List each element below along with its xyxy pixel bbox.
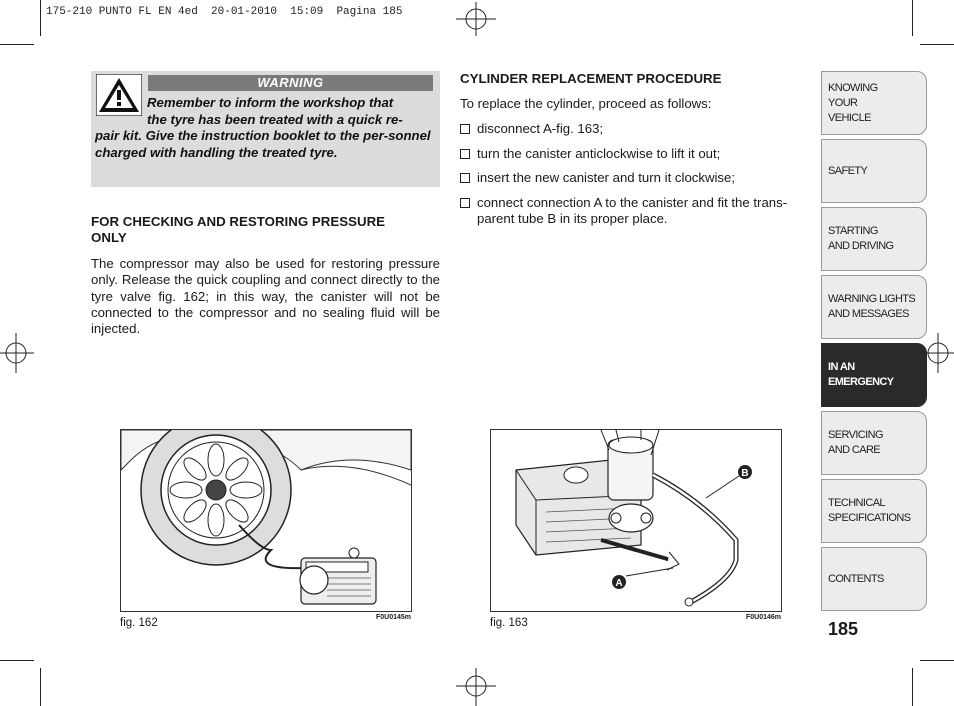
registration-mark-icon: [456, 2, 496, 36]
crop-mark: [40, 668, 41, 706]
tab-in-an-emergency[interactable]: IN AN EMERGENCY: [821, 343, 927, 407]
crop-mark: [0, 660, 34, 661]
warning-title: WARNING: [148, 75, 433, 91]
checkbox-bullet-icon: [460, 198, 470, 208]
canister-replacement-drawing-icon: [491, 430, 781, 611]
section-heading-cylinder: CYLINDER REPLACEMENT PROCEDURE: [460, 71, 722, 86]
checkbox-bullet-icon: [460, 149, 470, 159]
figure-162-code: F0U0145m: [376, 614, 412, 621]
print-header: 175-210 PUNTO FL EN 4ed 20-01-2010 15:09 Pagina 185: [46, 6, 403, 18]
figure-163-caption: fig. 163: [490, 617, 528, 629]
tab-knowing-your-vehicle[interactable]: KNOWING YOUR VEHICLE: [821, 71, 927, 135]
figure-162-illustration: [120, 429, 412, 612]
list-item: insert the new canister and turn it clockwise;: [460, 170, 810, 186]
checkbox-bullet-icon: [460, 124, 470, 134]
figure-163-illustration: [490, 429, 782, 612]
figure-162-caption: fig. 162: [120, 617, 158, 629]
tab-servicing-and-care[interactable]: SERVICING AND CARE: [821, 411, 927, 475]
crop-mark: [912, 0, 913, 36]
tab-starting-and-driving[interactable]: STARTING AND DRIVING: [821, 207, 927, 271]
registration-mark-icon: [456, 668, 496, 706]
section-body-checking: The compressor may also be used for restoring pressure only. Release the quick coupling and connect directly to the tyre valve fig. 162; in this way, the canister will not be connected to the compressor and no sealing fluid will be injected.: [91, 256, 440, 337]
crop-mark: [920, 660, 954, 661]
crop-mark: [40, 0, 41, 36]
tab-warning-lights[interactable]: WARNING LIGHTS AND MESSAGES: [821, 275, 927, 339]
list-item: disconnect A-fig. 163;: [460, 121, 810, 137]
label-b: B: [741, 468, 749, 479]
section-heading-checking: FOR CHECKING AND RESTORING PRESSURE ONLY: [91, 214, 386, 245]
warning-line-1: Remember to inform the workshop that: [147, 95, 394, 110]
page-number: 185: [828, 619, 859, 639]
checkbox-bullet-icon: [460, 173, 470, 183]
warning-text: [95, 95, 435, 161]
warning-line-2: the tyre has been treated with a quick re-: [147, 111, 403, 127]
cylinder-intro: To replace the cylinder, proceed as follows:: [460, 96, 712, 111]
warning-line-rest: pair kit. Give the instruction booklet to the per-sonnel charged with handling the treated tyre.: [95, 128, 431, 160]
tab-technical-specifications[interactable]: TECHNICAL SPECIFICATIONS: [821, 479, 927, 543]
tab-safety[interactable]: SAFETY: [821, 139, 927, 203]
cylinder-steps: [460, 121, 810, 236]
tab-contents[interactable]: CONTENTS: [821, 547, 927, 611]
list-item: connect connection A to the canister and fit the trans-parent tube B in its proper place.: [460, 195, 810, 228]
tyre-compressor-drawing-icon: [121, 430, 411, 611]
crop-mark: [912, 668, 913, 706]
figure-163-code: F0U0146m: [746, 614, 782, 621]
list-item: turn the canister anticlockwise to lift it out;: [460, 146, 810, 162]
label-a: A: [615, 578, 623, 589]
registration-mark-icon: [0, 333, 34, 373]
crop-mark: [920, 44, 954, 45]
crop-mark: [0, 44, 34, 45]
